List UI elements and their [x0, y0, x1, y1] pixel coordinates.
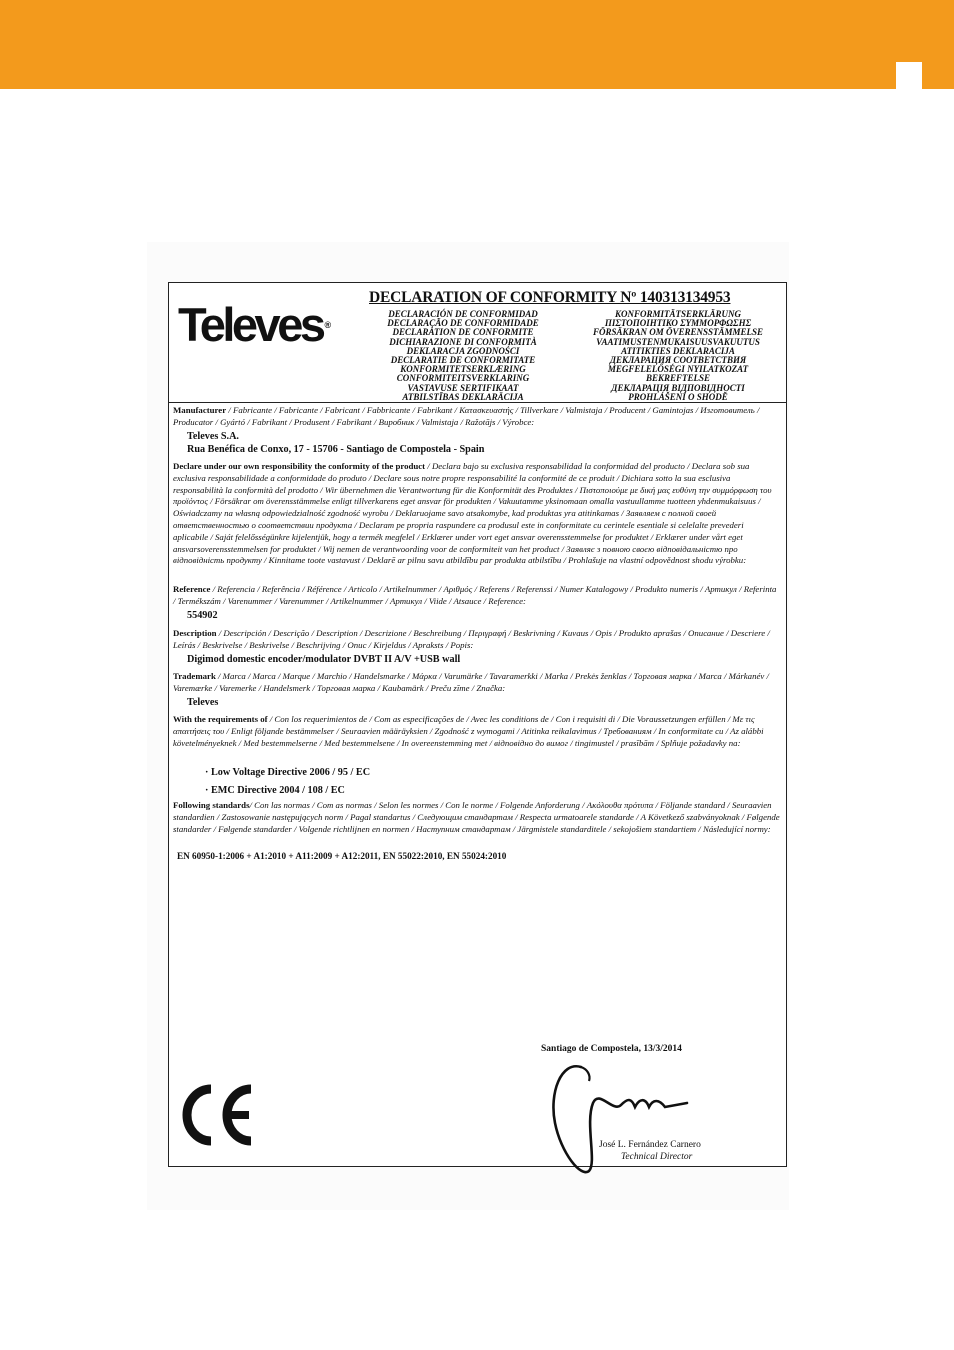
- manufacturer-translations: / Fabricante / Fabricante / Fabricant / Fabbricante / Fabrikant / Κατασκευαστής / Tillverkare / Valmistaja / Producent / Gamintojas / Изготовитель / Producator / Gyártó / Fabrikant / Produsent / Fabrikant / Виробник / Valmistaja / Ražotājs / Výrobce:: [173, 405, 760, 427]
- declaration-document: [168, 282, 787, 1167]
- trademark-translations: / Marca / Marca / Marque / Marchio / Handelsmarke / Μάρκα / Varumärke / Tavaramerkki / Marka / Prekės ženklas / Торговая марка / Marca / Márkanév / Varemærke / Varemerke / Handelsmerk / Торговая марка / Kaubamärk / Preču zīme / Značka:: [173, 671, 769, 693]
- top-orange-banner: [0, 0, 954, 89]
- title-translations-left: [353, 310, 573, 402]
- signature: [541, 1053, 701, 1183]
- reference-section: [173, 584, 781, 608]
- requirements-translations: / Con los requerimientos de / Com as especificações de / Avec les conditions de / Con i requisiti di / Die Voraussetzungen erfüllen / Με τις απαιτήσεις του / Enligt följande bestämmelser / Seuraavien määräyksien / Zgodność z wymogami / Atitinka reikalavimus / Требованиям / In conformitate cu / Az alábbi követelményeknek / Med bestemmelserne / Med bestemmelsene / In overeenstemming met / відповідно до вимог / tingimustel / prasībām / Splňuje požadavky na:: [173, 714, 764, 748]
- document-header: [169, 283, 786, 403]
- trademark-section: [173, 671, 781, 695]
- reference-value: 554902: [187, 610, 218, 621]
- trademark-label: Trademark: [173, 671, 216, 681]
- requirements-section: [173, 714, 781, 749]
- declaration-label: Declare under our own responsibility the conformity of the product: [173, 461, 426, 471]
- translation-line: ATITIKTIES DEKLARACIJA: [621, 345, 735, 356]
- translation-line: VASTAVUSE SERTIFIKAAT: [407, 382, 519, 393]
- translation-line: ATBILSTĪBAS DEKLARĀCIJA: [402, 391, 524, 402]
- translation-line: DECLARATION DE CONFORMITE: [392, 327, 534, 338]
- manufacturer-label: Manufacturer: [173, 405, 227, 415]
- signer-name: José L. Fernández Carnero: [599, 1140, 701, 1150]
- translation-line: CONFORMITEITSVERKLARING: [396, 373, 530, 384]
- top-banner-square: [896, 62, 922, 89]
- low-voltage-directive: · Low Voltage Directive 2006 / 95 / EC: [205, 767, 371, 778]
- translation-line: DECLARACIÓN DE CONFORMIDAD: [388, 309, 538, 319]
- manufacturer-section: [173, 405, 781, 429]
- trademark-value: Televes: [187, 697, 219, 708]
- televes-logo: Televes ®: [178, 298, 332, 351]
- description-label: Description: [173, 628, 217, 638]
- signer-title: Technical Director: [621, 1152, 693, 1162]
- manufacturer-name: Televes S.A.: [187, 431, 239, 442]
- translation-line: PROHLÁŠENÍ O SHODĚ: [628, 391, 728, 402]
- standards-value: EN 60950-1:2006 + A1:2010 + A11:2009 + A12:2011, EN 55022:2010, EN 55024:2010: [177, 851, 507, 861]
- translation-line: ДЕКЛАРАЦІЯ ВІДПОВІДНОСТІ: [611, 382, 745, 393]
- translation-line: KONFORMITÄTSERKLÄRUNG: [614, 309, 742, 319]
- manufacturer-address: Rua Benéfica de Conxo, 17 - 15706 - Santiago de Compostela - Spain: [187, 444, 485, 455]
- translation-line: ДЕКЛАРАЦИЯ СООТВЕТСТВИЯ: [609, 355, 747, 366]
- requirements-label: With the requirements of: [173, 714, 268, 724]
- description-section: [173, 628, 781, 652]
- translation-line: MEGFELELŐSÉGI NYILATKOZAT: [607, 364, 749, 375]
- standards-translations: / Con las normas / Com as normas / Selon les normes / Con le norme / Folgende Anforderung / Ακόλουθα πρότυπα / Följande standard / Seuraavien standardien / Zastosowanie następujących norm / Pagal standartus / Следующим стандартам / Respecta urmatoarele standarde / A Következő szabványoknak / Følgende standarder / Følgende standarder / Volgende richtlijnen en normen / Наступним стандартам / Järgmistele standarditele / sekojošiem standartiem / Následující normy:: [173, 800, 780, 834]
- title-translations-right: [573, 310, 783, 402]
- translation-line: DECLARAÇÃO DE CONFORMIDADE: [387, 318, 539, 329]
- place-and-date: Santiago de Compostela, 13/3/2014: [541, 1044, 682, 1054]
- reference-translations: / Referencia / Referência / Référence / Articolo / Artikelnummer / Αριθμός / Referens / Referenssi / Numer Katalogowy / Produkto numeris / Артикул / Referinta / Termékszám / Varenummer / Varenummer / Artikelnummer / Артикул / Viide / Atsauce / Reference:: [173, 584, 777, 606]
- standards-section: [173, 800, 781, 835]
- declaration-translations: / Declara bajo su exclusiva responsabilidad la conformidad del producto / Declara sob sua exclusiva responsabilidade a conformidade do produto / Declare sous notre propre responsabilité la conformité de ce produit / Dichiara sotto la sua esclusiva responsabilità la conformità del prodotto / Wir übernehmen die Verantwortung für die Konformität des Produktes / Πιστοποιούμε με δική μας ευθύνη την συμμόρφωση του προϊόντος / Försäkrar om överensstämmelse enligt tillverkarens eget ansvar för produkten / Vakuutamme yksinomaan omalla vastuullamme tuotteen yhdenmukaisuus / Oświadczamy na własną odpowiedzialność zgodność wyrobu / Deklaruojame savo atsakomybe, kad produktas yra atitinkamas / Заявляем с полной своей ответственностью о соответствии продукта / Declaram pe propria raspundere ca produsul este in conformitate cu cerintele esentiale si celelalte prevederi aplicabile / Saját felelősségünkre kijelentjük, hogy a termék megfelel / Erklærer under vort eget ansvar overensstemmelse for produktet / Erklærer under vårt eget ansvarsoverensstemmelsen for produktet / Wij nemen de verantwoording voor de conformiteit van het product / Заявляє з повною своєю відповідальністю про відповідність продукту / Kinnitame toote vastavust / Deklarē ar pilnu savu atbildību par produkta atbilstību / Prohlašuje na vlastní odpovědnost shodu výrobku:: [173, 461, 772, 566]
- emc-directive: · EMC Directive 2004 / 108 / EC: [205, 785, 345, 796]
- translation-line: DICHIARAZIONE DI CONFORMITÀ: [389, 336, 537, 347]
- ce-mark-icon: [175, 1075, 255, 1155]
- translation-line: VAATIMUSTENMUKAISUUSVAKUUTUS: [596, 336, 760, 347]
- description-translations: / Descripción / Descrição / Description / Descrizione / Beschreibung / Περιγραφή / Beskrivning / Kuvaus / Opis / Produkto aprašas / Описание / Descriere / Leírás / Beskrivelse / Beskrivelse / Beschrijving / Опис / Kirjeldus / Apraksts / Popis:: [173, 628, 770, 650]
- document-title: DECLARATION OF CONFORMITY Nº 140313134953: [369, 289, 731, 306]
- standards-label: Following standards: [173, 800, 250, 810]
- translation-line: DEKLARACJA ZGODNOŚCI: [406, 345, 520, 356]
- declaration-section: [173, 461, 781, 567]
- translation-line: DECLARATIE DE CONFORMITATE: [390, 355, 536, 366]
- translation-line: KONFORMITETSERKLÆRING: [400, 364, 526, 375]
- translation-line: FÖRSÄKRAN OM ÖVERENSSTÄMMELSE: [592, 327, 764, 338]
- description-value: Digimod domestic encoder/modulator DVBT II A/V +USB wall: [187, 654, 461, 665]
- reference-label: Reference: [173, 584, 211, 594]
- translation-line: BEKREFTELSE: [645, 373, 711, 384]
- translation-line: ΠΙΣΤΟΠΟΙΗΤΙΚΟ ΣΥΜΜΟΡΦΩΣΗΣ: [604, 318, 752, 329]
